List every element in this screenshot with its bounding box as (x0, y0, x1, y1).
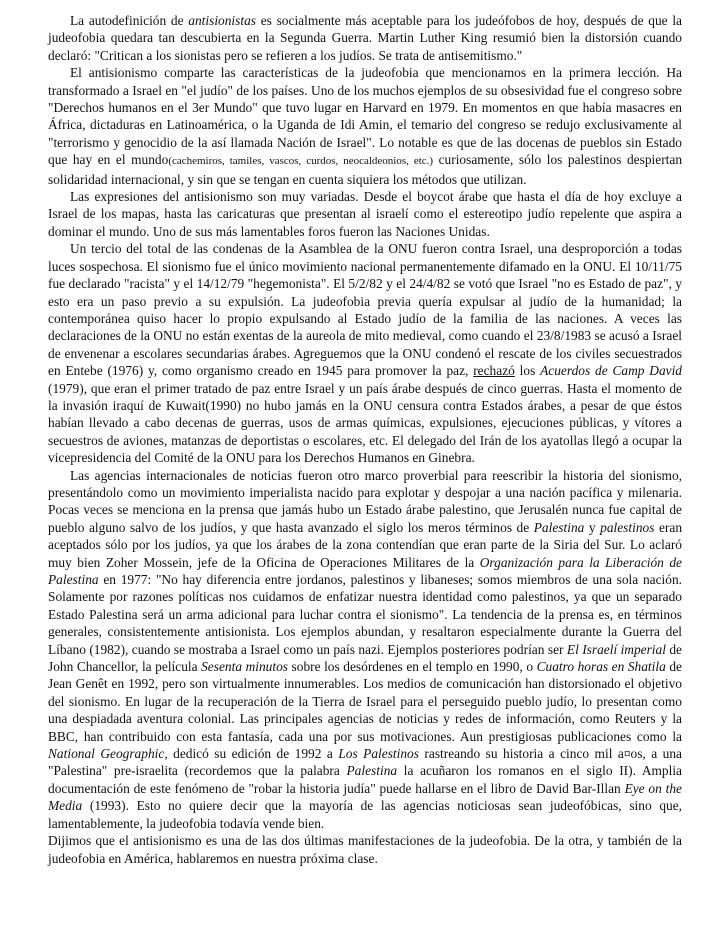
italic-text: National Geographic (48, 746, 165, 762)
text-run: es socialmente más aceptable para los judeófobos de hoy, después de que la judeofobia quedara tan descubierta en la Segunda Guerra. Martin Luther King resumió bien la distorsión cuando declaró: "Critican a los sionistas pero se refieren a los judíos. Se trata de antisemitismo." (48, 13, 683, 63)
italic-text: Cuatro horas en Shatila (536, 659, 666, 675)
paragraph (48, 64, 682, 188)
text-run: eran aceptados sólo por los judíos, ya que los árabes de la zona contendían que eran parte de la Siria del Sur. Lo aclaró muy bien Zoher Mossein, jefe de la Oficina de Operaciones Militares de la (48, 519, 683, 570)
text-run: curiosamente, sólo los palestinos despiertan solidaridad internacional, y sin que se tengan en cuenta siquiera los métodos que utilizan. (48, 152, 683, 187)
italic-text: Organización para la Liberación de Palestina (48, 554, 683, 587)
text-run: El antisionismo comparte las características de la judeofobia que mencionamos en la primera lección. Ha transformado a Israel en "el judío" de los países. Uno de los muchos ejemplos de su obsesividad fue el congreso sobre "Derechos humanos en el 3er Mundo" que tuvo lugar en Harvard en 1979. En momentos en que había masacres en África, dictaduras en Latinoamérica, o la Uganda de Idi Amin, el temario del congreso se redujo exclusivamente al "terrorismo y genocidio de la así llamada Nación de Israel". Lo notable es que de las docenas de pueblos sin Estado que hay en el mundo (48, 65, 682, 168)
italic-text: Acuerdos de Camp David (540, 363, 683, 379)
paragraph (48, 188, 682, 240)
italic-text: Sesenta minutos (201, 659, 288, 675)
text-run: (1979), que eran el primer tratado de paz entre Israel y un país árabe después de cinco guerras. Hasta el momento de la invasión iraquí de Kuwait(1990) no hubo jamás en la ONU censura contra Estados árabes, a pesar de que éstos habían llevado a cabo decenas de guerras, usos de armas químicas, expulsiones, ejecuciones públicas, y vítores a secuestros de aviones, matanzas de deportistas o escolares, etc. El delegado del Irán de los ayatollas llegó a ocupar la vicepresidencia del Comité de la ONU para los Derechos Humanos en Ginebra. (48, 380, 682, 466)
paragraph (48, 832, 682, 867)
italic-text: palestinos (600, 519, 655, 535)
italic-text: Eye on the Media (48, 780, 682, 814)
italic-text: Los Palestinos (338, 746, 419, 762)
paragraph (48, 467, 682, 833)
italic-text: Palestina (533, 519, 585, 535)
text-run: Las expresiones del antisionismo son muy variadas. Desde el boycot árabe que hasta el día de hoy excluye a Israel de los mapas, hasta las caricaturas que presentan al israelí como el estereotipo judío repelente que aspira a dominar el mundo. Uno de sus más lamentables foros fueron las Naciones Unidas. (48, 189, 682, 239)
underlined-text: rechazó (473, 363, 515, 379)
paragraph (48, 12, 682, 64)
small-text: (cachemiros, tamiles, vascos, curdos, neocaldeonios, etc.) (168, 155, 434, 168)
text-run: de Jean Genêt en 1992, pero son virtualmente innumerables. Los medios de comunicación han distorsionado el objetivo del sionismo. En lugar de la recuperación de la Tierra de Israel para el perseguido pueblo judío, lo presentan como una despiadada aventura colonial. Las principales agencias de noticias y redes de información, como Reuters y la BBC, han contribuido con esta fantasía, cada una por sus motivaciones. Aun prestigiosas publicaciones como la (48, 659, 682, 744)
text-run: Las agencias internacionales de noticias fueron otro marco proverbial para reescribir la historia del sionismo, presentándolo como un movimiento imperialista nacido para explotar y despojar a una nación pacífica y milenaria. Pocas veces se menciona en la prensa que jamás hubo un Estado árabe palestino, que Jerusalén nunca fue capital de pueblo alguno salvo de los judíos, y que hasta avanzado el siglo los meros términos de (48, 467, 682, 535)
text-run: (1993). Esto no quiere decir que la mayoría de las agencias noticiosas sean judeofóbicas, sino que, lamentablemente, la judeofobia todavía vende bien. (48, 798, 682, 831)
text-run: Dijimos que el antisionismo es una de las dos últimas manifestaciones de la judeofobia. De la otra, y también de la judeofobia en América, hablaremos en nuestra próxima clase. (48, 833, 682, 866)
text-run: rastreando su historia a cinco mil a¤os, a una "Palestina" pre-israelita (recordemos que la palabra (48, 746, 682, 779)
text-run: los (514, 363, 541, 379)
text-run: de John Chancellor, la película (48, 641, 682, 675)
italic-text: antisionistas (188, 13, 256, 28)
text-run: y (584, 519, 601, 535)
italic-text: El Israelí imperial (566, 641, 666, 657)
text-run: Un tercio del total de las condenas de la Asamblea de la ONU fueron contra Israel, una desproporción a todas luces sospechosa. El sionismo fue el único movimiento nacional permanentemente difamado en la ONU. El 10/11/75 fue declarado "racista" y el 14/12/79 "hegemonista". El 5/2/82 y el 24/4/82 se votó que Israel "no es Estado de paz", y esto era un paso previo a su expulsión. La judeofobia previa quería expulsar al judío de la humanidad; la contemporánea quiso hacer lo propio expulsando al Estado judío de la familia de las naciones. A veces las declaraciones de la ONU no están exentas de la aureola de mito medieval, como cuando el 23/8/1983 se acusó a Israel de envenenar a escolares secundarias árabes. Agreguemos que la ONU condenó el rescate de los civiles secuestrados en Entebe (1976) y, como organismo creado en 1945 para promover la paz, (48, 241, 682, 379)
text-run: , dedicó su edición de 1992 a (164, 746, 339, 762)
text-run: en 1977: "No hay diferencia entre jordanos, palestinos y libaneses; somos miembros de una sola nación. Solamente por razones políticas nos cuidamos de enfatizar nuestra identidad como palestinos, ya que un separado Estado Palestina será un arma adicional para luchar contra el sionismo". La tendencia de la prensa es, en términos generales, consistentemente antisionista. Los ejemplos abundan, y resaltaron especialmente durante la Guerra del Líbano (1982), cuando se mostraba a Israel como un país nazi. Ejemplos posteriores podrían ser (48, 572, 682, 657)
text-run: sobre los desórdenes en el templo en 1990, o (287, 659, 537, 675)
paragraph (48, 240, 682, 466)
italic-text: Palestina (346, 763, 398, 779)
text-run: La autodefinición de (70, 13, 189, 28)
document-body (48, 12, 682, 867)
text-run: la acuñaron los romanos en el siglo II). Amplia documentación de este fenómeno de "robar la historia judía" puede hallarse en el libro de David Bar-Illan (48, 763, 682, 796)
